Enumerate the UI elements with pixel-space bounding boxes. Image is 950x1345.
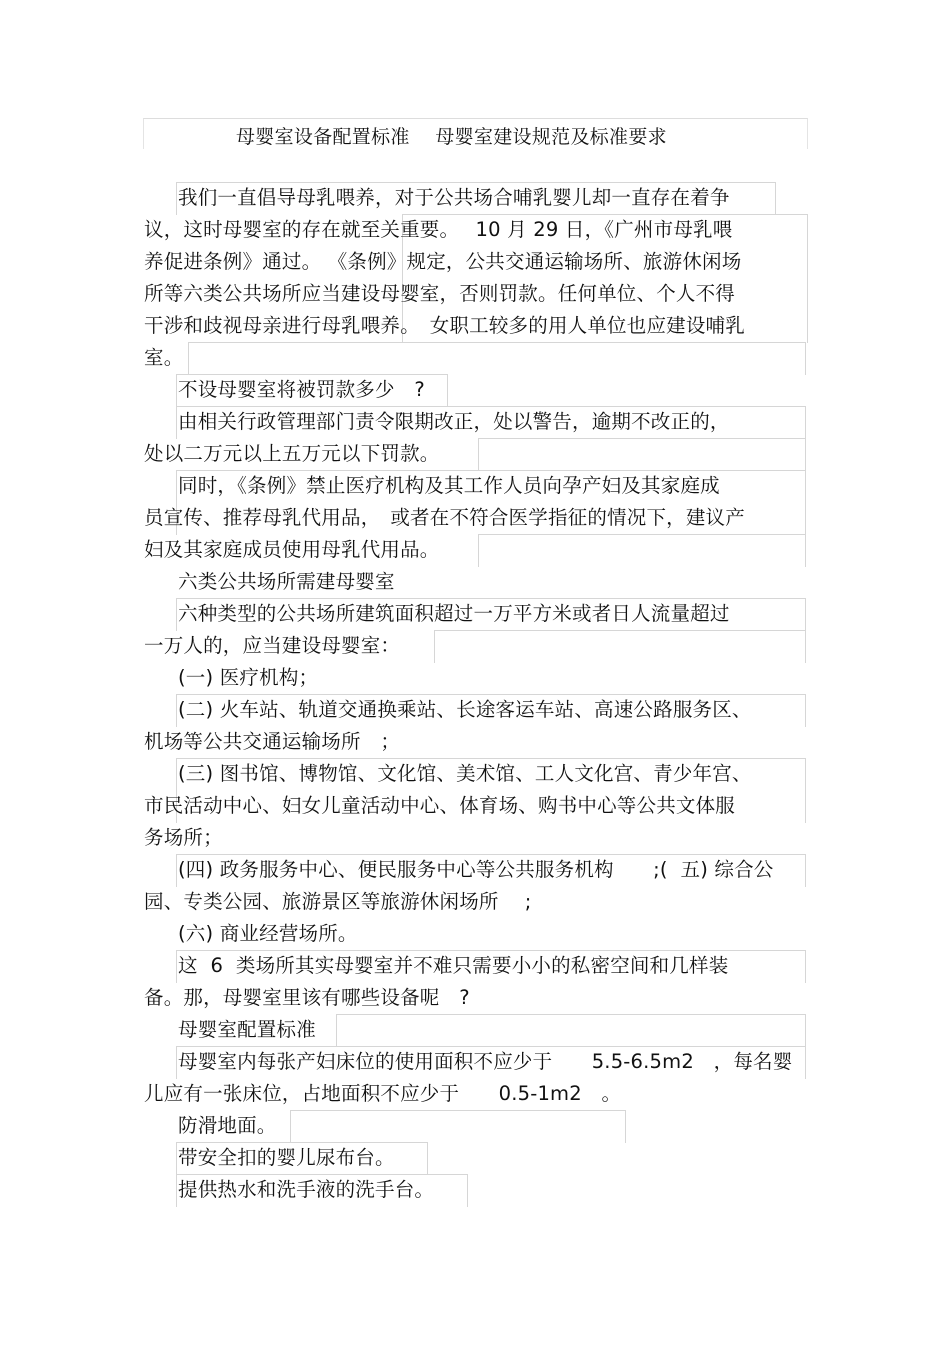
body-line: 我们一直倡导母乳喂养，对于公共场合哺乳婴儿却一直存在着争 (178, 186, 730, 209)
body-line: 养促进条例》通过。 《条例》规定，公共交通运输场所、旅游休闲场 (144, 250, 742, 273)
document-title: 母婴室设备配置标准 母婴室建设规范及标准要求 (236, 126, 667, 148)
list-item: (六) 商业经营场所。 (178, 922, 358, 945)
section-heading: 母婴室配置标准 (178, 1018, 316, 1041)
body-line: 室。 (144, 346, 184, 369)
body-line: 处以二万元以上五万元以下罚款。 (144, 442, 440, 465)
body-line: 妇及其家庭成员使用母乳代用品。 (144, 538, 440, 561)
text-frame (478, 438, 806, 471)
list-item: (一) 医疗机构； (178, 666, 319, 689)
section-heading: 不设母婴室将被罚款多少 ? (178, 378, 425, 401)
body-line: 带安全扣的婴儿尿布台。 (178, 1146, 395, 1169)
list-item: 机场等公共交通运输场所 ； (144, 730, 401, 753)
list-item: (三) 图书馆、博物馆、文化馆、美术馆、工人文化宫、青少年宫、 (178, 762, 752, 785)
text-frame (290, 1110, 626, 1143)
body-line: 员宣传、推荐母乳代用品， 或者在不符合医学指征的情况下，建议产 (144, 506, 745, 529)
body-line: 提供热水和洗手液的洗手台。 (178, 1178, 435, 1201)
body-line: 议，这时母婴室的存在就至关重要。 10 月 29 日，《广州市母乳喂 (144, 218, 733, 241)
body-line: 备。那，母婴室里该有哪些设备呢 ? (144, 986, 470, 1009)
body-line: 六种类型的公共场所建筑面积超过一万平方米或者日人流量超过 (178, 602, 730, 625)
list-item: (二) 火车站、轨道交通换乘站、长途客运车站、高速公路服务区、 (178, 698, 752, 721)
body-line: 干涉和歧视母亲进行母乳喂养。 女职工较多的用人单位也应建设哺乳 (144, 314, 745, 337)
body-line: 同时，《条例》禁止医疗机构及其工作人员向孕产妇及其家庭成 (178, 474, 720, 497)
list-item: 园、专类公园、旅游景区等旅游休闲场所 ; (144, 890, 532, 913)
list-item: 市民活动中心、妇女儿童活动中心、体育场、购书中心等公共文体服 (144, 794, 736, 817)
text-frame (336, 1014, 806, 1047)
body-line: 由相关行政管理部门责令限期改正，处以警告，逾期不改正的， (178, 410, 730, 433)
text-frame (434, 630, 806, 663)
body-line: 母婴室内每张产妇床位的使用面积不应少于 5.5-6.5m2 ，每名婴 (178, 1050, 793, 1073)
list-item: (四) 政务服务中心、便民服务中心等公共服务机构 ;( 五) 综合公 (178, 858, 774, 881)
section-heading: 六类公共场所需建母婴室 (178, 570, 395, 593)
text-frame (188, 342, 806, 375)
body-line: 防滑地面。 (178, 1114, 277, 1137)
text-frame (478, 534, 806, 567)
body-line: 所等六类公共场所应当建设母婴室，否则罚款。任何单位、个人不得 (144, 282, 736, 305)
list-item: 务场所； (144, 826, 223, 849)
body-line: 儿应有一张床位，占地面积不应少于 0.5-1m2 。 (144, 1082, 622, 1105)
body-line: 一万人的，应当建设母婴室： (144, 634, 401, 657)
body-line: 这 6 类场所其实母婴室并不难只需要小小的私密空间和几样装 (178, 954, 729, 977)
